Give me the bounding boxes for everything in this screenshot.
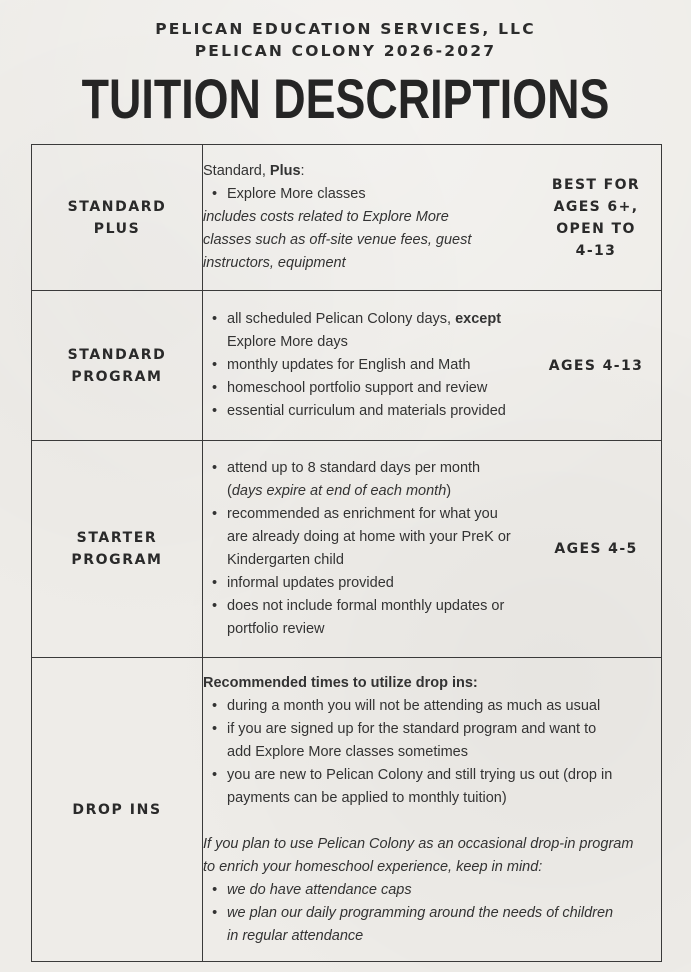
table-row-starter-program (32, 441, 662, 658)
tuition-table (31, 144, 662, 962)
list-item: • if you are signed up for the standard program and want to add Explore More classes sometimes (227, 718, 661, 764)
list-item: • we do have attendance caps (227, 879, 661, 902)
note-line: to enrich your homeschool experience, keep in mind: (203, 858, 543, 875)
note-line: instructors, equipment (203, 255, 346, 271)
intro-line: Standard, Plus: (203, 163, 305, 179)
list-item: • essential curriculum and materials provided (227, 400, 531, 423)
row-label-standard-plus (32, 145, 203, 291)
list-item: • recommended as enrichment for what you are already doing at home with your PreK or Kindergarten child (227, 503, 531, 572)
table-row-standard-program (32, 291, 662, 441)
list-item: • monthly updates for English and Math (227, 354, 531, 377)
list-item: • homeschool portfolio support and review (227, 377, 531, 400)
page-title: TUITION DESCRIPTIONS (81, 67, 610, 130)
note-bullet-list (203, 879, 661, 948)
row-content-starter-program (203, 441, 662, 658)
list-item: • all scheduled Pelican Colony days, except Explore More days (227, 308, 531, 354)
label-line: DROP INS (72, 801, 162, 818)
list-item: • attend up to 8 standard days per month (days expire at end of each month) (227, 457, 531, 503)
bullet-list (203, 457, 531, 641)
note-line: classes such as off-site venue fees, guest (203, 232, 472, 248)
organization-name: PELICAN EDUCATION SERVICES, LLC (155, 20, 536, 38)
row-content-standard-plus (203, 145, 662, 291)
list-item: • Explore More classes (227, 183, 531, 206)
row-label-starter-program (32, 441, 203, 658)
label-line: STANDARD (67, 346, 167, 363)
section-heading: Recommended times to utilize drop ins: (203, 674, 478, 691)
label-line: PLUS (93, 220, 141, 237)
note-line: includes costs related to Explore More (203, 209, 449, 225)
list-item: • does not include formal monthly updates or portfolio review (227, 595, 531, 641)
list-item: • during a month you will not be attending as much as usual (227, 695, 661, 718)
list-item: • you are new to Pelican Colony and still trying us out (drop in payments can be applied to monthly tuition) (227, 764, 661, 810)
label-line: STANDARD (67, 198, 167, 215)
note-line: If you plan to use Pelican Colony as an occasional drop-in program (203, 835, 634, 852)
age-badge: AGES 4-5 (554, 541, 638, 557)
page-header (0, 18, 691, 128)
label-line: PROGRAM (71, 552, 163, 568)
row-label-drop-ins (32, 658, 203, 962)
age-badge: AGES 4-13 (548, 357, 644, 374)
bullet-list (203, 695, 661, 810)
table-row-standard-plus (32, 145, 662, 291)
program-year: PELICAN COLONY 2026-2027 (194, 42, 497, 60)
table-row-drop-ins (32, 658, 662, 962)
row-content-standard-program (203, 291, 662, 441)
row-content-drop-ins (203, 658, 662, 962)
label-line: PROGRAM (71, 368, 163, 385)
list-item: • informal updates provided (227, 572, 531, 595)
row-label-standard-program (32, 291, 203, 441)
age-badge: BEST FOR AGES 6+, OPEN TO 4-13 (551, 176, 641, 259)
bullet-list (203, 183, 531, 206)
label-line: STARTER (76, 530, 158, 546)
bullet-list (203, 308, 531, 423)
list-item: • we plan our daily programming around the needs of children in regular attendance (227, 902, 661, 948)
